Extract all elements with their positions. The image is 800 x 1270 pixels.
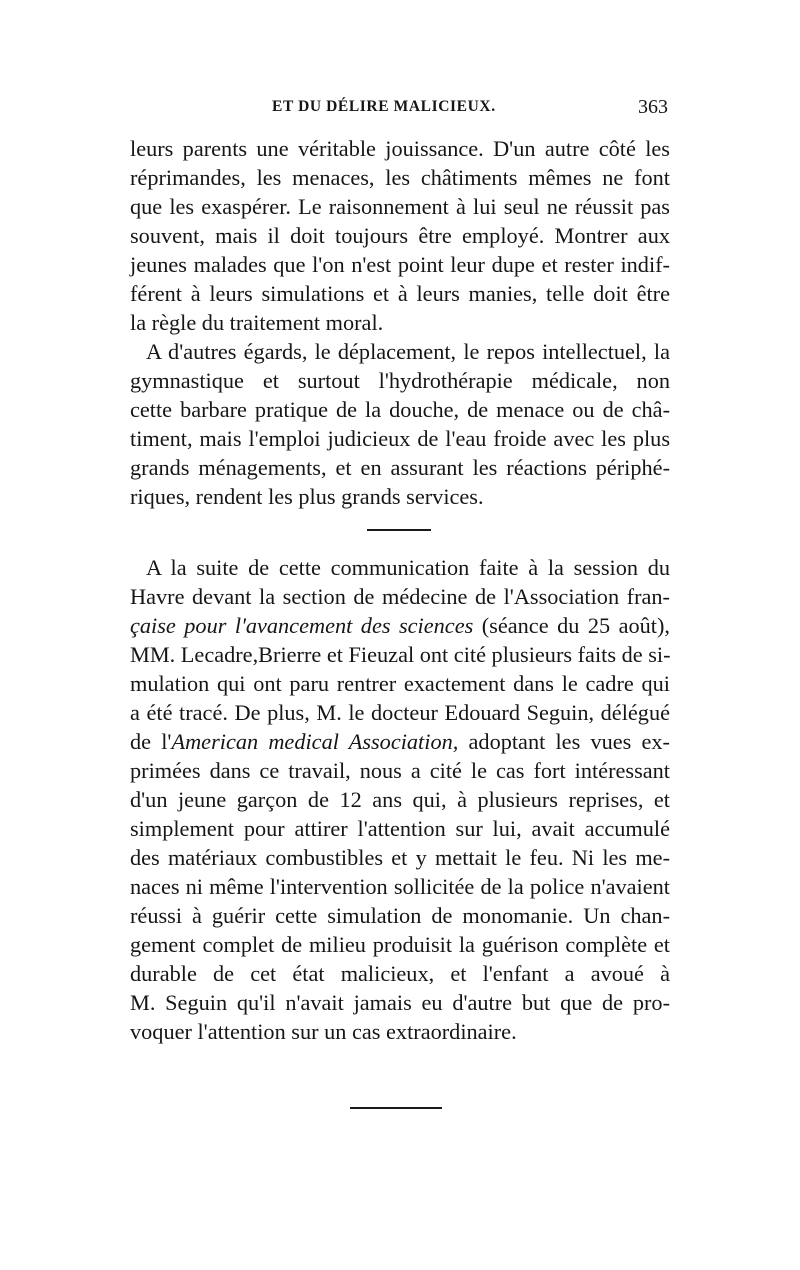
text-line: voquer l'attention sur un cas extraordinaire. xyxy=(130,1019,517,1044)
section-divider xyxy=(350,1107,442,1109)
text-line: a été tracé. De plus, M. le docteur Edouard Seguin, délégué xyxy=(130,700,670,725)
text-line: A d'autres égards, le déplacement, le repos intellectuel, la xyxy=(146,339,670,364)
text-line: réprimandes, les menaces, les châtiments mêmes ne font xyxy=(130,165,670,190)
text-line: M. Seguin qu'il n'avait jamais eu d'autre but que de pro- xyxy=(130,990,670,1015)
text-line: grands ménagements, et en assurant les réactions périphé- xyxy=(130,455,670,480)
text-line: mulation qui ont paru rentrer exactement dans le cadre qui xyxy=(130,671,670,696)
text-line: Havre devant la section de médecine de l'Association fran- xyxy=(130,584,670,609)
page-number: 363 xyxy=(638,96,668,118)
text-span: (séance du 25 août), xyxy=(473,613,670,638)
text-line: riques, rendent les plus grands services. xyxy=(130,484,484,509)
text-line: réussi à guérir cette simulation de monomanie. Un chan- xyxy=(130,903,670,928)
text-line: gymnastique et surtout l'hydrothérapie médicale, non xyxy=(130,368,670,393)
text-line: cette barbare pratique de la douche, de menace ou de châ- xyxy=(130,397,670,422)
text-line: des matériaux combustibles et y mettait le feu. Ni les me- xyxy=(130,845,670,870)
text-line: primées dans ce travail, nous a cité le cas fort intéressant xyxy=(130,758,670,783)
text-span: adoptant les vues ex- xyxy=(458,729,670,754)
italic-title: American medical Association, xyxy=(171,729,459,754)
text-line xyxy=(130,611,670,641)
running-head xyxy=(130,96,668,122)
text-line: A la suite de cette communication faite à la session du xyxy=(146,555,670,580)
text-line: naces ni même l'intervention sollicitée de la police n'avaient xyxy=(130,874,670,899)
running-title: ET DU DÉLIRE MALICIEUX. xyxy=(272,98,496,115)
text-line: MM. Lecadre,Brierre et Fieuzal ont cité plusieurs faits de si- xyxy=(130,642,671,667)
italic-title: çaise pour l'avancement des sciences xyxy=(130,613,474,638)
text-line: férent à leurs simulations et à leurs manies, telle doit être xyxy=(130,281,670,306)
text-line: leurs parents une véritable jouissance. D'un autre côté les xyxy=(130,136,670,161)
text-line: la règle du traitement moral. xyxy=(130,310,384,335)
text-line: que les exaspérer. Le raisonnement à lui seul ne réussit pas xyxy=(130,194,670,219)
text-line: durable de cet état malicieux, et l'enfant a avoué à xyxy=(130,961,670,986)
text-line: jeunes malades que l'on n'est point leur dupe et rester indif- xyxy=(130,252,670,277)
text-line: gement complet de milieu produisit la guérison complète et xyxy=(130,932,670,957)
text-line: simplement pour attirer l'attention sur lui, avait accumulé xyxy=(130,816,670,841)
text-span: de l' xyxy=(130,729,172,754)
text-line: souvent, mais il doit toujours être employé. Montrer aux xyxy=(130,223,670,248)
text-line: timent, mais l'emploi judicieux de l'eau froide avec les plus xyxy=(130,426,670,451)
text-line: d'un jeune garçon de 12 ans qui, à plusieurs reprises, et xyxy=(130,787,670,812)
section-divider xyxy=(367,529,431,531)
text-line xyxy=(130,727,670,757)
